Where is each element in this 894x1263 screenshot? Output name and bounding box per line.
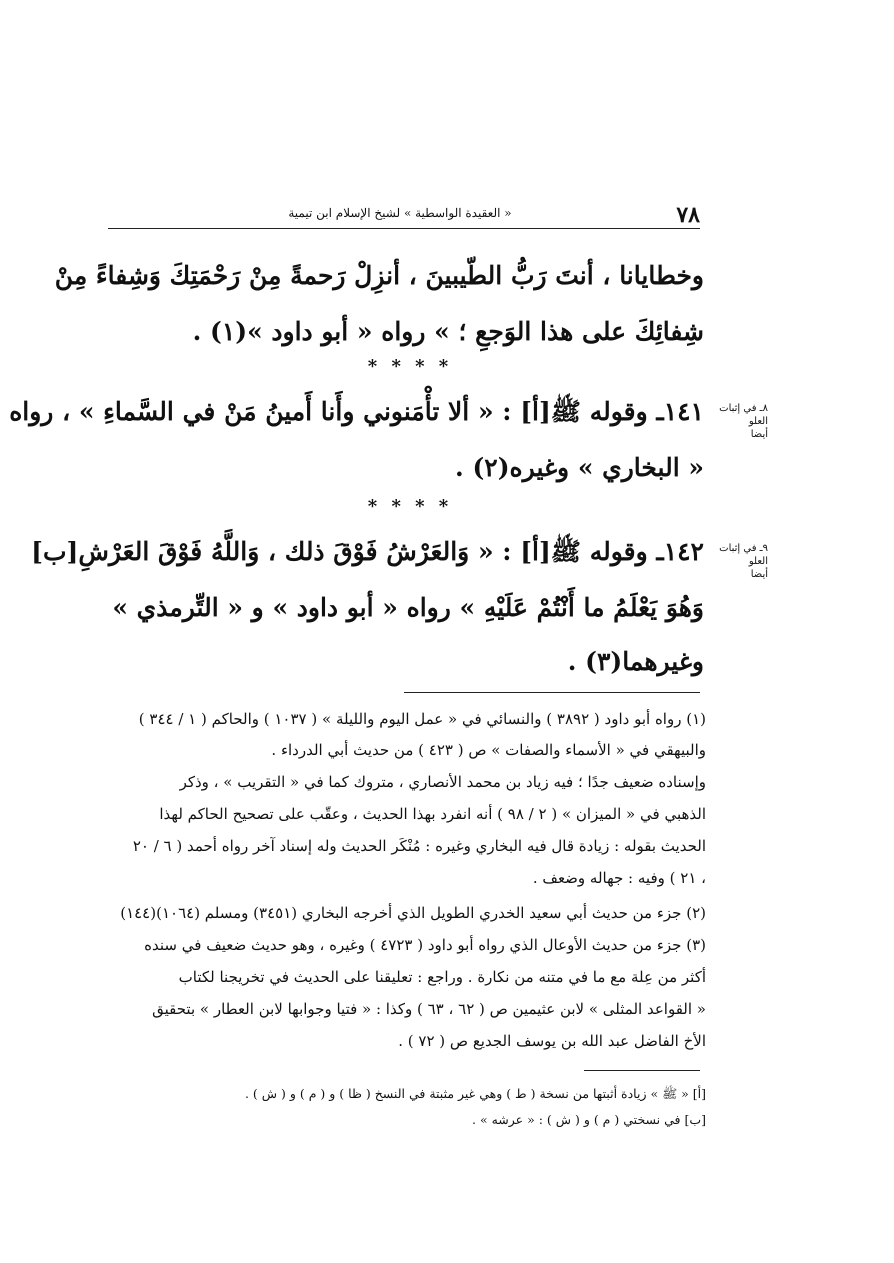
hadith-142-line-3: وغيرهما(٣) . (567, 647, 704, 676)
page-number: ٧٨ (676, 202, 700, 228)
hadith-142-line-1: ١٤٢ـ وقوله ﷺ[أ] : « وَالعَرْشُ فَوْقَ ذلك ، وَاللَّهُ فَوْقَ العَرْشِ[ب] (31, 537, 704, 566)
running-title: « العقيدة الواسطية » لشيخ الإسلام ابن تيمية (288, 206, 512, 220)
footnote-line: « القواعد المثلى » لابن عثيمين ص ( ٦٢ ، ٦٣ ) وكذا : « فتيا وجوابها لابن العطار » بتحقيق (152, 1000, 706, 1018)
separator-stars: * * * * (367, 356, 453, 377)
main-line-2: شِفائِكَ على هذا الوَجعِ ؛ » رواه « أبو داود »(١) . (192, 317, 704, 346)
footnote-divider (404, 692, 700, 693)
footnote-line: ، ٢١ ) وفيه : جهاله وضعف . (532, 869, 706, 887)
side-note-line: ٩ـ في إثبات العلو (719, 543, 768, 567)
separator-stars: * * * * (367, 496, 453, 517)
side-note-line: أيضا (750, 429, 768, 440)
footnote-line: (١) رواه أبو داود ( ٣٨٩٢ ) والنسائي في « عمل اليوم والليلة » ( ١٠٣٧ ) والحاكم ( ١ / ٣٤٤ ) (138, 710, 706, 728)
main-line-1: وخطايانا ، أنتَ رَبُّ الطّيبينَ ، أنزِلْ رَحمةً مِنْ رَحْمَتِكَ وَشِفاءً مِنْ (54, 261, 704, 290)
side-note-9 (708, 542, 768, 581)
footnote-line: (٢) جزء من حديث أبي سعيد الخدري الطويل الذي أخرجه البخاري (٣٤٥١) ومسلم (١٠٦٤)(١٤٤) (120, 904, 706, 922)
footnote-line: الذهبي في « الميزان » ( ٢ / ٩٨ ) أنه انفرد بهذا الحديث ، وعقّب على تصحيح الحاكم لهذا (159, 805, 706, 823)
hadith-141-line-2: « البخاري » وغيره(٢) . (455, 453, 704, 482)
editorial-divider (584, 1070, 700, 1071)
footnote-line: الأخ الفاضل عبد الله بن يوسف الجديع ص ( ٧٢ ) . (398, 1032, 706, 1050)
header-divider (108, 228, 700, 229)
footnote-line: أكثر من عِلة مع ما في متنه من نكارة . وراجع : تعليقنا على الحديث في تخريجنا لكتاب (178, 968, 706, 986)
side-note-8 (708, 402, 768, 441)
hadith-142-line-2: وَهُوَ يَعْلَمُ ما أَنْتُمْ عَلَيْهِ » رواه « أبو داود » و « التِّرمذي » (112, 593, 704, 622)
editorial-note: [أ] « ﷺ » زيادة أثبتها من نسخة ( ط ) وهي غير مثبتة في النسخ ( ظا ) و ( م ) و ( ش ) . (244, 1086, 706, 1101)
side-note-line: ٨ـ في إثبات العلو (719, 403, 768, 427)
footnote-line: والبيهقي في « الأسماء والصفات » ص ( ٤٢٣ ) من حديث أبي الدرداء . (271, 741, 706, 759)
editorial-note: [ب] في نسختي ( م ) و ( ش ) : « عرشه » . (472, 1112, 706, 1127)
footnote-line: (٣) جزء من حديث الأوعال الذي رواه أبو داود ( ٤٧٢٣ ) وغيره ، وهو حديث ضعيف في سنده (144, 936, 706, 954)
footnote-line: وإسناده ضعيف جدًا ؛ فيه زياد بن محمد الأنصاري ، متروك كما في « التقريب » ، وذكر (179, 773, 706, 791)
hadith-141-line-1: ١٤١ـ وقوله ﷺ[أ] : « ألا تأْمَنوني وأَنا أَمينُ مَنْ في السَّماءِ » ، رواه (9, 397, 704, 426)
side-note-line: أيضا (750, 569, 768, 580)
footnote-line: الحديث بقوله : زيادة قال فيه البخاري وغيره : مُنْكَر الحديث وله إسناد آخر رواه أحمد ( ٦ / ٢٠ (132, 837, 706, 855)
